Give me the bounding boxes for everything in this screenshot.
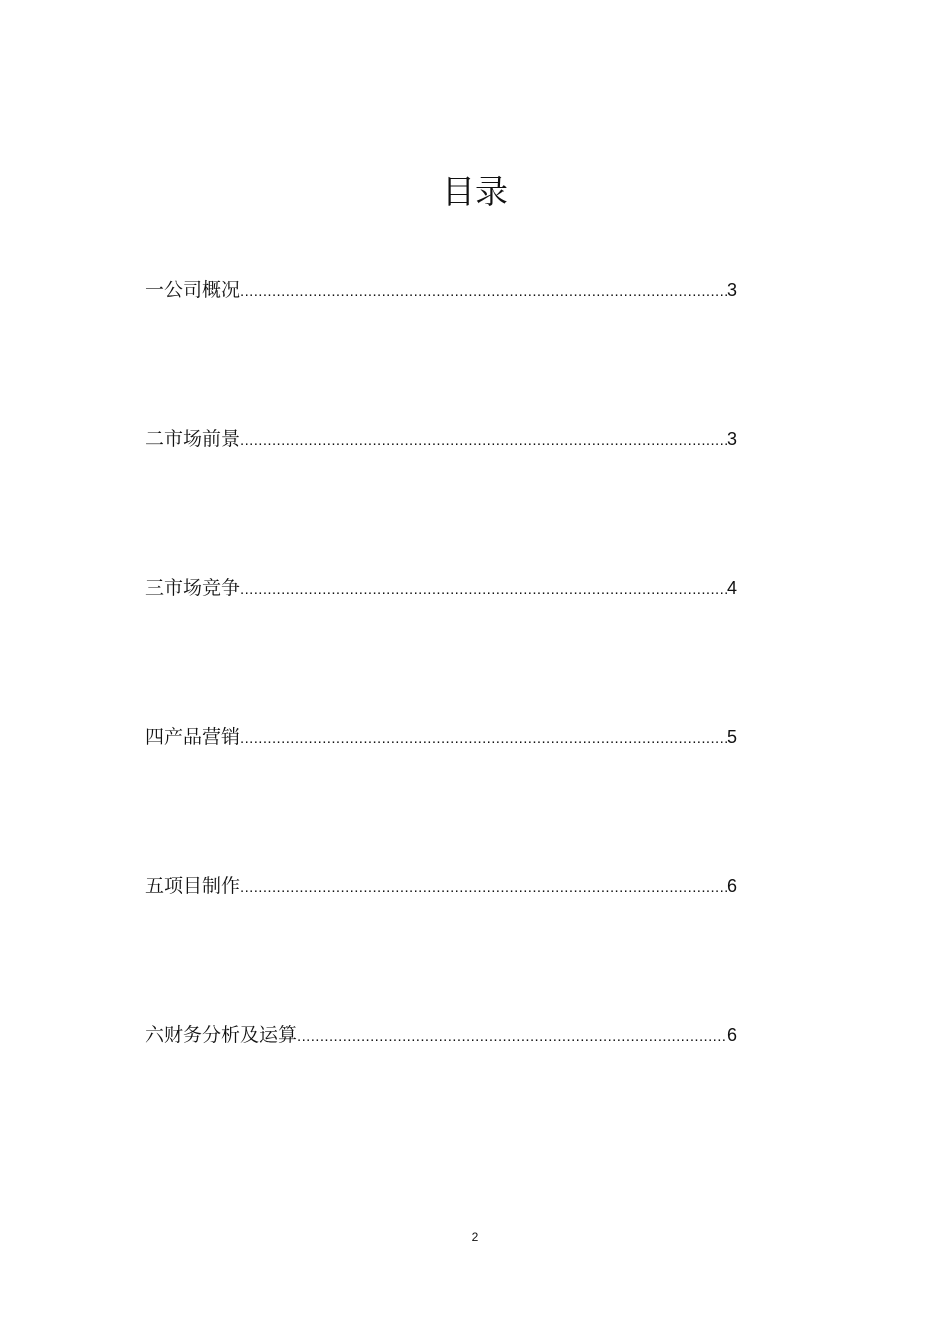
toc-title: 目录 (442, 172, 508, 211)
toc-entry-label: 四产品营销 (145, 726, 241, 748)
toc-entry-label: 三市场竞争 (145, 577, 241, 599)
toc-entry-page-number: 3 (726, 280, 737, 300)
toc-entry-label: 一公司概况 (145, 279, 241, 301)
toc-entry-page-number: 5 (726, 727, 737, 747)
toc-entry-product-marketing[interactable] (145, 722, 745, 871)
toc-dot-leader (240, 873, 727, 903)
toc-dot-leader (240, 724, 727, 754)
toc-entry-company-overview[interactable] (145, 275, 745, 424)
toc-entry-market-competition[interactable] (145, 573, 745, 722)
toc-dot-leader (240, 575, 727, 605)
toc-entry-project-production[interactable] (145, 871, 745, 1020)
toc-entry-label: 六财务分析及运算 (145, 1024, 298, 1046)
table-of-contents (145, 275, 745, 1169)
toc-dot-leader (297, 1022, 727, 1052)
toc-entry-page-number: 4 (726, 578, 737, 598)
toc-entry-page-number: 6 (726, 876, 737, 896)
toc-entry-label: 二市场前景 (145, 428, 241, 450)
toc-entry-page-number: 6 (726, 1025, 737, 1045)
toc-dot-leader (240, 426, 727, 456)
page-number: 2 (471, 1230, 479, 1244)
toc-dot-leader (240, 277, 727, 307)
toc-entry-market-outlook[interactable] (145, 424, 745, 573)
toc-entry-label: 五项目制作 (145, 875, 241, 897)
toc-entry-financial-analysis[interactable] (145, 1020, 745, 1169)
toc-entry-page-number: 3 (726, 429, 737, 449)
